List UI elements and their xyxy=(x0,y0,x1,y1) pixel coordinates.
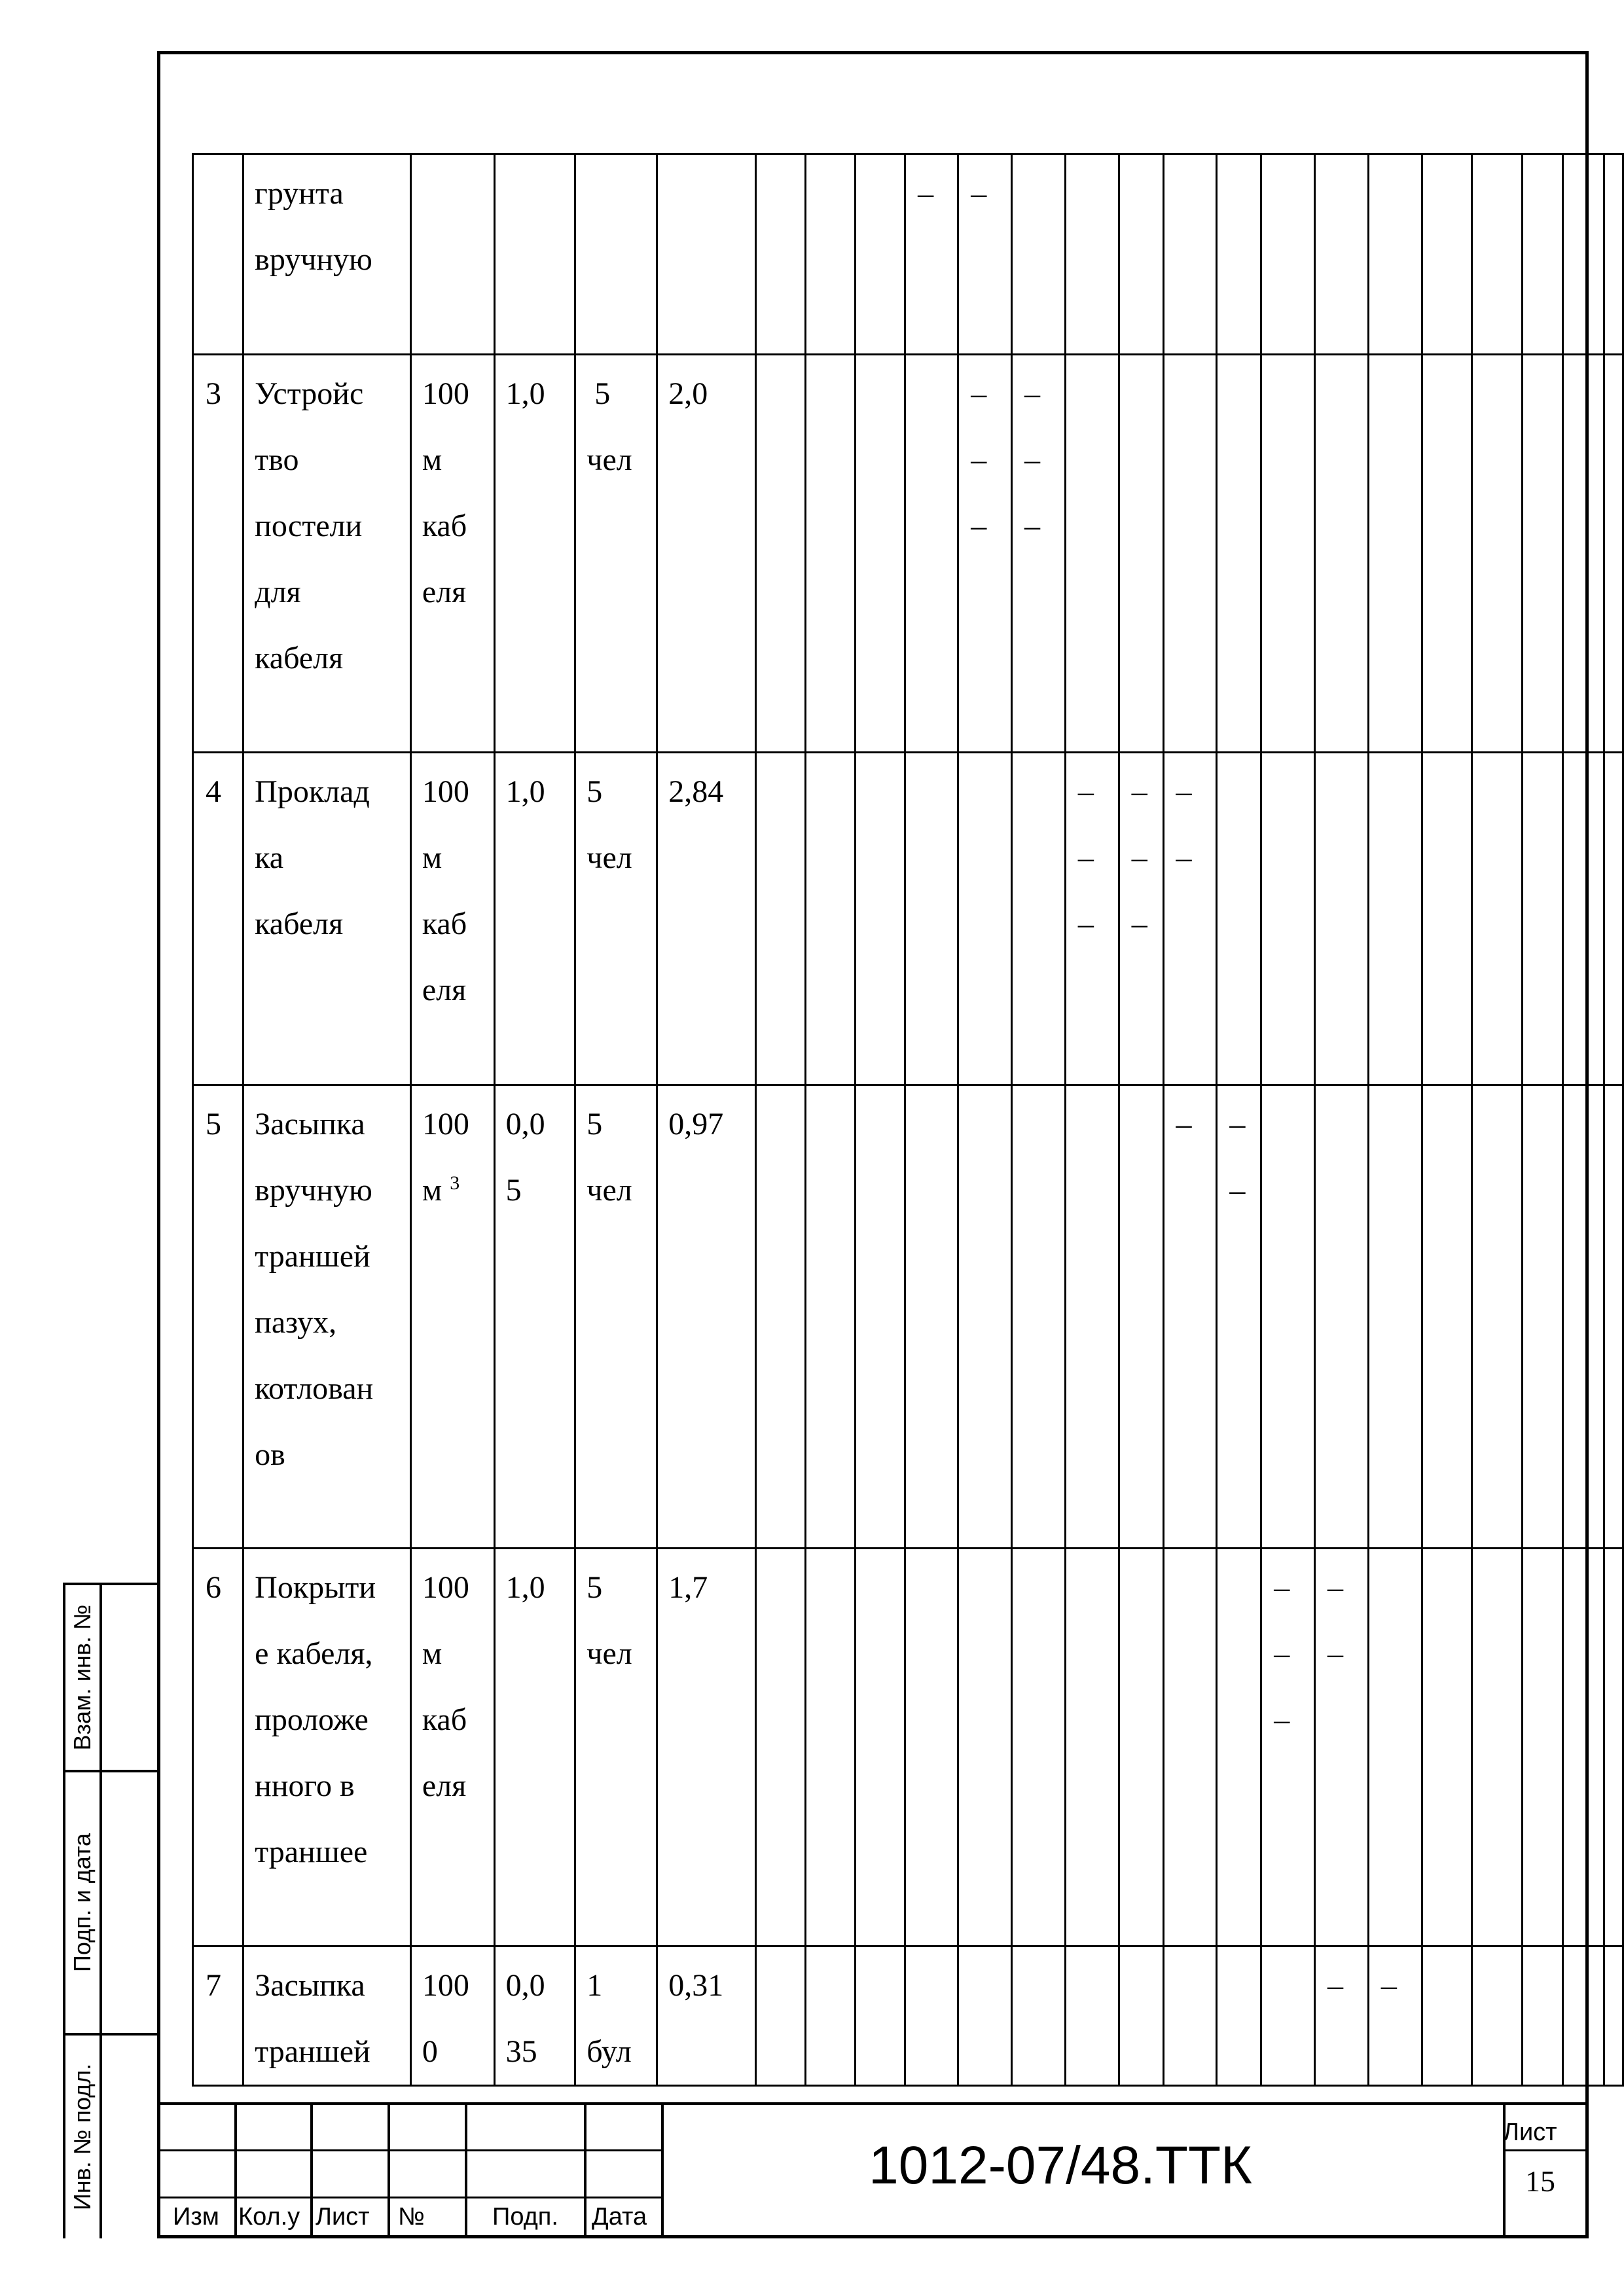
schedule-mark: – xyxy=(1077,840,1094,875)
work-name-cell xyxy=(244,355,411,753)
work-name-cell xyxy=(244,154,411,355)
work-name-line: ка xyxy=(255,840,284,875)
column-label-sheet: Лист xyxy=(316,2203,370,2231)
unit-line: 100 xyxy=(422,376,469,411)
quantity-line: 1,0 xyxy=(505,376,545,411)
column-label-signature: Подп. xyxy=(492,2203,558,2231)
unit-line: 100 xyxy=(422,1107,469,1141)
sheet-label: Лист xyxy=(1503,2119,1557,2146)
schedule-cell xyxy=(958,355,1012,753)
work-name-line: для xyxy=(255,575,301,609)
schedule-cell xyxy=(1119,753,1163,1085)
work-name-line: Покрыти xyxy=(255,1570,376,1605)
schedule-cell xyxy=(1604,1549,1623,1946)
duration-cell xyxy=(657,355,756,753)
schedule-cell xyxy=(1315,154,1369,355)
schedule-cell xyxy=(905,1946,958,2086)
schedule-cell xyxy=(1012,154,1066,355)
schedule-cell xyxy=(1217,1549,1261,1946)
schedule-cell xyxy=(855,1946,905,2086)
crew-cell xyxy=(575,355,657,753)
schedule-cell xyxy=(1217,154,1261,355)
schedule-cell xyxy=(1163,355,1217,753)
schedule-cell xyxy=(1472,154,1523,355)
work-name-line: грунта xyxy=(255,176,344,211)
unit-line: 0 xyxy=(422,2034,438,2069)
schedule-cell xyxy=(1563,753,1604,1085)
schedule-cell xyxy=(756,154,806,355)
unit-line: 100 xyxy=(422,774,469,809)
schedule-cell xyxy=(756,753,806,1085)
document-code: 1012-07/48.ТТК xyxy=(869,2136,1252,2195)
schedule-cell xyxy=(1119,1946,1163,2086)
schedule-mark: – xyxy=(971,442,987,477)
schedule-cell xyxy=(958,154,1012,355)
schedule-cell xyxy=(1119,1085,1163,1549)
schedule-cell xyxy=(1563,154,1604,355)
duration-line: 0,31 xyxy=(668,1968,724,2003)
schedule-mark: – xyxy=(1024,509,1041,543)
schedule-cell xyxy=(1065,154,1119,355)
quantity-line: 0,0 xyxy=(505,1968,545,2003)
schedule-cell xyxy=(805,753,855,1085)
schedule-mark: – xyxy=(1131,906,1147,941)
unit-cell xyxy=(410,1946,494,2086)
column-label-date: Дата xyxy=(592,2203,647,2231)
quantity-cell xyxy=(494,154,575,355)
schedule-mark: – xyxy=(1380,1968,1397,2003)
quantity-cell xyxy=(494,1946,575,2086)
stamp-label-replaced-inv: Взам. инв. № xyxy=(69,1604,96,1751)
sheet-number: 15 xyxy=(1525,2164,1555,2198)
work-name-line: котлован xyxy=(255,1371,374,1406)
schedule-cell xyxy=(1012,1085,1066,1549)
work-name-cell xyxy=(244,753,411,1085)
work-name-line: е кабеля, xyxy=(255,1636,373,1671)
duration-line: 0,97 xyxy=(668,1107,724,1141)
schedule-cell xyxy=(1604,355,1623,753)
schedule-mark: – xyxy=(1024,376,1041,411)
stamp-cell-sign-date xyxy=(63,1770,157,2036)
schedule-cell xyxy=(1163,1946,1217,2086)
schedule-mark: – xyxy=(1131,840,1147,875)
schedule-mark: – xyxy=(1176,840,1192,875)
duration-cell xyxy=(657,1946,756,2086)
schedule-cell xyxy=(805,1549,855,1946)
schedule-cell xyxy=(958,1085,1012,1549)
schedule-cell xyxy=(958,1549,1012,1946)
schedule-cell xyxy=(905,753,958,1085)
schedule-mark: – xyxy=(1274,1570,1290,1605)
work-name-line: Засыпка xyxy=(255,1968,365,2003)
crew-line: 5 xyxy=(586,1107,603,1141)
schedule-cell xyxy=(805,1085,855,1549)
crew-cell xyxy=(575,1085,657,1549)
quantity-line: 1,0 xyxy=(505,1570,545,1605)
work-name-cell xyxy=(244,1549,411,1946)
crew-line: чел xyxy=(586,1173,632,1208)
schedule-cell xyxy=(1012,1946,1066,2086)
schedule-mark: – xyxy=(1229,1173,1246,1208)
table-row xyxy=(193,753,1623,1085)
schedule-cell xyxy=(1368,1946,1422,2086)
schedule-mark: – xyxy=(1077,906,1094,941)
schedule-cell xyxy=(1315,355,1369,753)
quantity-line: 0,0 xyxy=(505,1107,545,1141)
crew-cell xyxy=(575,753,657,1085)
schedule-cell xyxy=(1163,753,1217,1085)
crew-line: 5 xyxy=(586,1570,603,1605)
schedule-cell xyxy=(905,1549,958,1946)
schedule-cell xyxy=(1065,1946,1119,2086)
row-number-cell: 5 xyxy=(193,1085,244,1549)
schedule-cell xyxy=(756,1085,806,1549)
unit-cell xyxy=(410,753,494,1085)
work-name-cell xyxy=(244,1946,411,2086)
unit-line: еля xyxy=(422,1768,467,1803)
schedule-cell xyxy=(1522,753,1563,1085)
schedule-mark: – xyxy=(1131,774,1147,809)
unit-cell xyxy=(410,1085,494,1549)
schedule-cell xyxy=(1119,154,1163,355)
quantity-line: 5 xyxy=(505,1173,522,1208)
schedule-cell xyxy=(1065,1549,1119,1946)
left-stamp-strip xyxy=(63,1583,157,2238)
schedule-cell xyxy=(1368,154,1422,355)
work-name-line: Устройс xyxy=(255,376,364,411)
schedule-cell xyxy=(855,753,905,1085)
schedule-cell xyxy=(905,355,958,753)
duration-cell xyxy=(657,753,756,1085)
schedule-cell xyxy=(1163,1085,1217,1549)
schedule-cell xyxy=(855,154,905,355)
schedule-cell xyxy=(1522,1549,1563,1946)
schedule-cell xyxy=(1604,154,1623,355)
schedule-mark: – xyxy=(1274,1702,1290,1737)
quantity-cell xyxy=(494,1549,575,1946)
table-row xyxy=(193,355,1623,753)
schedule-mark: – xyxy=(1077,774,1094,809)
schedule-cell xyxy=(1472,355,1523,753)
schedule-cell xyxy=(1522,355,1563,753)
unit-cell xyxy=(410,1549,494,1946)
row-number-cell: 4 xyxy=(193,753,244,1085)
work-name-line: тво xyxy=(255,442,299,477)
schedule-mark: – xyxy=(918,176,934,211)
schedule-cell xyxy=(855,1549,905,1946)
schedule-cell xyxy=(1012,753,1066,1085)
work-name-line: кабеля xyxy=(255,641,344,675)
work-name-line: Проклад xyxy=(255,774,370,809)
table-row xyxy=(193,1085,1623,1549)
schedule-cell xyxy=(1119,1549,1163,1946)
schedule-cell xyxy=(756,1549,806,1946)
duration-line: 1,7 xyxy=(668,1570,708,1605)
unit-cell xyxy=(410,154,494,355)
schedule-cell xyxy=(1522,154,1563,355)
stamp-cell-original-inv xyxy=(63,2033,157,2238)
work-name-line: траншей xyxy=(255,1239,370,1274)
crew-line: 5 xyxy=(586,774,603,809)
schedule-cell xyxy=(1315,1085,1369,1549)
schedule-cell xyxy=(1217,1085,1261,1549)
schedule-cell xyxy=(1563,355,1604,753)
schedule-mark: – xyxy=(971,509,987,543)
work-name-line: Засыпка xyxy=(255,1107,365,1141)
crew-cell xyxy=(575,154,657,355)
schedule-cell xyxy=(1422,154,1472,355)
schedule-cell xyxy=(1261,753,1315,1085)
schedule-cell xyxy=(1563,1946,1604,2086)
schedule-cell xyxy=(1522,1946,1563,2086)
schedule-cell xyxy=(1472,1549,1523,1946)
work-name-line: кабеля xyxy=(255,906,344,941)
schedule-mark: – xyxy=(1327,1636,1344,1671)
schedule-cell xyxy=(1315,753,1369,1085)
schedule-cell xyxy=(905,1085,958,1549)
duration-cell xyxy=(657,154,756,355)
quantity-cell xyxy=(494,753,575,1085)
work-name-cell xyxy=(244,1085,411,1549)
schedule-mark: – xyxy=(1024,442,1041,477)
table-row xyxy=(193,154,1623,355)
crew-cell xyxy=(575,1946,657,2086)
schedule-cell xyxy=(1472,1946,1523,2086)
schedule-cell xyxy=(855,1085,905,1549)
schedule-cell xyxy=(1065,355,1119,753)
duration-cell xyxy=(657,1085,756,1549)
crew-line: 1 xyxy=(586,1968,603,2003)
row-number-cell: 6 xyxy=(193,1549,244,1946)
schedule-cell xyxy=(1261,1549,1315,1946)
table-row xyxy=(193,1549,1623,1946)
schedule-mark: – xyxy=(971,176,987,211)
duration-cell xyxy=(657,1549,756,1946)
schedule-cell xyxy=(1604,1946,1623,2086)
schedule-cell xyxy=(1261,1085,1315,1549)
schedule-mark: – xyxy=(1327,1570,1344,1605)
schedule-cell xyxy=(1422,1549,1472,1946)
work-name-line: проложе xyxy=(255,1702,369,1737)
column-label-doc-number: № xyxy=(398,2203,425,2231)
schedule-cell xyxy=(1012,355,1066,753)
unit-line: каб xyxy=(422,906,467,941)
stamp-label-original-inv: Инв. № подл. xyxy=(69,2063,96,2211)
row-number-cell xyxy=(193,154,244,355)
schedule-cell xyxy=(1563,1549,1604,1946)
unit-line: 100 xyxy=(422,1968,469,2003)
schedule-cell xyxy=(805,355,855,753)
unit-line: м xyxy=(422,840,442,875)
schedule-cell xyxy=(805,1946,855,2086)
schedule-cell xyxy=(1422,355,1472,753)
crew-cell xyxy=(575,1549,657,1946)
table-row xyxy=(193,1946,1623,2086)
schedule-cell xyxy=(1422,1085,1472,1549)
crew-line: бул xyxy=(586,2034,632,2069)
work-name-line: траншее xyxy=(255,1835,368,1869)
schedule-cell xyxy=(1012,1549,1066,1946)
schedule-cell xyxy=(1217,1946,1261,2086)
work-name-line: траншей xyxy=(255,2034,370,2069)
schedule-cell xyxy=(1368,753,1422,1085)
unit-line: каб xyxy=(422,1702,467,1737)
schedule-cell xyxy=(1604,753,1623,1085)
schedule-cell xyxy=(1522,1085,1563,1549)
row-number-cell: 7 xyxy=(193,1946,244,2086)
unit-cell xyxy=(410,355,494,753)
unit-line: каб xyxy=(422,509,467,543)
schedule-mark: – xyxy=(1229,1107,1246,1141)
schedule-cell xyxy=(1217,355,1261,753)
schedule-cell xyxy=(1472,1085,1523,1549)
schedule-cell xyxy=(1261,154,1315,355)
schedule-cell xyxy=(1217,753,1261,1085)
schedule-cell xyxy=(756,355,806,753)
schedule-cell xyxy=(1065,1085,1119,1549)
work-name-line: вручную xyxy=(255,242,372,277)
schedule-cell xyxy=(1604,1085,1623,1549)
schedule-mark: – xyxy=(1327,1968,1344,2003)
schedule-cell xyxy=(1261,355,1315,753)
schedule-mark: – xyxy=(1176,1107,1192,1141)
crew-line: 5 xyxy=(586,376,611,411)
stamp-label-sign-date: Подп. и дата xyxy=(69,1833,96,1973)
schedule-mark: – xyxy=(1274,1636,1290,1671)
crew-line: чел xyxy=(586,442,632,477)
unit-line: еля xyxy=(422,575,467,609)
schedule-mark: – xyxy=(1176,774,1192,809)
unit-line: м xyxy=(422,1636,442,1671)
schedule-cell xyxy=(1163,154,1217,355)
schedule-cell xyxy=(855,355,905,753)
schedule-cell xyxy=(1119,355,1163,753)
work-name-line: пазух, xyxy=(255,1305,337,1340)
quantity-line: 1,0 xyxy=(505,774,545,809)
duration-line: 2,84 xyxy=(668,774,724,809)
work-schedule-table xyxy=(192,153,1624,2087)
schedule-cell xyxy=(1422,1946,1472,2086)
unit-line: м $^3$ xyxy=(422,1172,460,1208)
quantity-cell xyxy=(494,1085,575,1549)
schedule-cell xyxy=(1315,1549,1369,1946)
schedule-cell xyxy=(1563,1085,1604,1549)
schedule-cell xyxy=(1315,1946,1369,2086)
schedule-cell xyxy=(1163,1549,1217,1946)
schedule-cell xyxy=(805,154,855,355)
quantity-line: 35 xyxy=(505,2034,537,2069)
schedule-cell xyxy=(1368,1085,1422,1549)
schedule-cell xyxy=(756,1946,806,2086)
column-label-count: Кол.у xyxy=(238,2203,300,2231)
schedule-cell xyxy=(1422,753,1472,1085)
quantity-cell xyxy=(494,355,575,753)
schedule-cell xyxy=(1368,1549,1422,1946)
schedule-cell xyxy=(958,1946,1012,2086)
crew-line: чел xyxy=(586,1636,632,1671)
unit-line: еля xyxy=(422,973,467,1007)
column-label-change: Изм xyxy=(173,2203,219,2231)
work-name-line: вручную xyxy=(255,1173,372,1208)
work-name-line: ов xyxy=(255,1437,285,1472)
work-name-line: постели xyxy=(255,509,363,543)
schedule-cell xyxy=(958,753,1012,1085)
schedule-cell xyxy=(905,154,958,355)
schedule-mark: – xyxy=(971,376,987,411)
crew-line: чел xyxy=(586,840,632,875)
work-name-line: нного в xyxy=(255,1768,355,1803)
unit-line: 100 xyxy=(422,1570,469,1605)
schedule-cell xyxy=(1368,355,1422,753)
unit-line: м xyxy=(422,442,442,477)
stamp-cell-replaced-inv xyxy=(63,1583,157,1772)
row-number-cell: 3 xyxy=(193,355,244,753)
schedule-cell xyxy=(1065,753,1119,1085)
schedule-cell xyxy=(1472,753,1523,1085)
duration-line: 2,0 xyxy=(668,376,708,411)
schedule-cell xyxy=(1261,1946,1315,2086)
